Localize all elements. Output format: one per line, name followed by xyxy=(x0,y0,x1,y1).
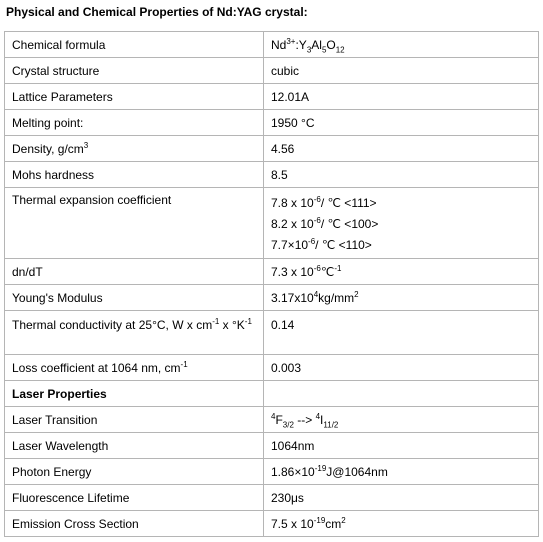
page-title: Physical and Chemical Properties of Nd:YAG crystal: xyxy=(6,5,308,19)
expansion-value-100: 8.2 x $10^{-6}/$ ℃ <100> xyxy=(271,216,379,231)
property-label xyxy=(5,136,264,162)
table-row xyxy=(5,311,539,355)
property-label: Crystal structure xyxy=(5,58,264,84)
photon-energy-value: $1.86\times 10^{-19}J@1064nm$ xyxy=(271,463,388,479)
property-value xyxy=(264,407,539,433)
table-row xyxy=(5,511,539,537)
property-value xyxy=(264,32,539,58)
property-value: 1064nm xyxy=(264,433,539,459)
property-value: 4.56 xyxy=(264,136,539,162)
property-label: Laser Transition xyxy=(5,407,264,433)
property-value: cubic xyxy=(264,58,539,84)
property-value xyxy=(264,285,539,311)
dndt-value: 7.3 x $10^{-6}℃^{-1}$ xyxy=(271,263,342,279)
expansion-value-110: $7.7\times 10^{-6}/$ ℃ <110> xyxy=(271,237,372,252)
table-row xyxy=(5,355,539,381)
section-header-row xyxy=(5,381,539,407)
property-label: Fluorescence Lifetime xyxy=(5,485,264,511)
property-label xyxy=(5,355,264,381)
property-label: Emission Cross Section xyxy=(5,511,264,537)
property-label: dn/dT xyxy=(5,259,264,285)
property-value: 8.5 xyxy=(264,162,539,188)
property-value xyxy=(264,511,539,537)
table-row xyxy=(5,433,539,459)
property-value: 1950 °C xyxy=(264,110,539,136)
table-row xyxy=(5,407,539,433)
laser-transition-value: $^4F_{3/2}$ --> $^4I_{11/2}$ xyxy=(271,411,339,429)
youngs-modulus-value: $3.17x10^4kg/mm^2$ xyxy=(271,289,359,305)
property-value: 230μs xyxy=(264,485,539,511)
table-row xyxy=(5,259,539,285)
expansion-value-111: 7.8 x $10^{-6}/$ ℃ <111> xyxy=(271,195,377,210)
thermal-conductivity-label: Thermal conductivity at 25°C, W x $cm^{-1}$ x $^\circ K^{-1}$ xyxy=(12,317,252,332)
property-value xyxy=(264,381,539,407)
section-heading: Laser Properties xyxy=(5,381,264,407)
property-label: Mohs hardness xyxy=(5,162,264,188)
table-row xyxy=(5,110,539,136)
table-row xyxy=(5,32,539,58)
property-label: Photon Energy xyxy=(5,459,264,485)
property-value xyxy=(264,459,539,485)
table-row xyxy=(5,84,539,110)
chemical-formula-value: $Nd^{3+}:Y_3Al_5O_{12}$ xyxy=(271,36,345,54)
property-value: 0.14 xyxy=(264,311,539,355)
table-row xyxy=(5,136,539,162)
property-label xyxy=(5,311,264,355)
property-label: Lattice Parameters xyxy=(5,84,264,110)
loss-coefficient-label: Loss coefficient at 1064 nm, $cm^{-1}$ xyxy=(12,359,188,375)
property-value: 12.01A xyxy=(264,84,539,110)
property-label: Laser Wavelength xyxy=(5,433,264,459)
properties-table xyxy=(4,31,539,537)
property-label: Chemical formula xyxy=(5,32,264,58)
emission-cross-section-value: 7.5 x $10^{-19}cm^2$ xyxy=(271,515,346,531)
property-value: 0.003 xyxy=(264,355,539,381)
property-label: Thermal expansion coefficient xyxy=(5,188,264,259)
table-row xyxy=(5,485,539,511)
density-label: Density, $g/cm^3$ xyxy=(12,140,89,156)
table-row xyxy=(5,459,539,485)
property-label: Melting point: xyxy=(5,110,264,136)
table-row xyxy=(5,58,539,84)
property-label: Young's Modulus xyxy=(5,285,264,311)
property-value xyxy=(264,188,539,259)
table-row xyxy=(5,188,539,259)
property-value xyxy=(264,259,539,285)
table-row xyxy=(5,162,539,188)
table-row xyxy=(5,285,539,311)
